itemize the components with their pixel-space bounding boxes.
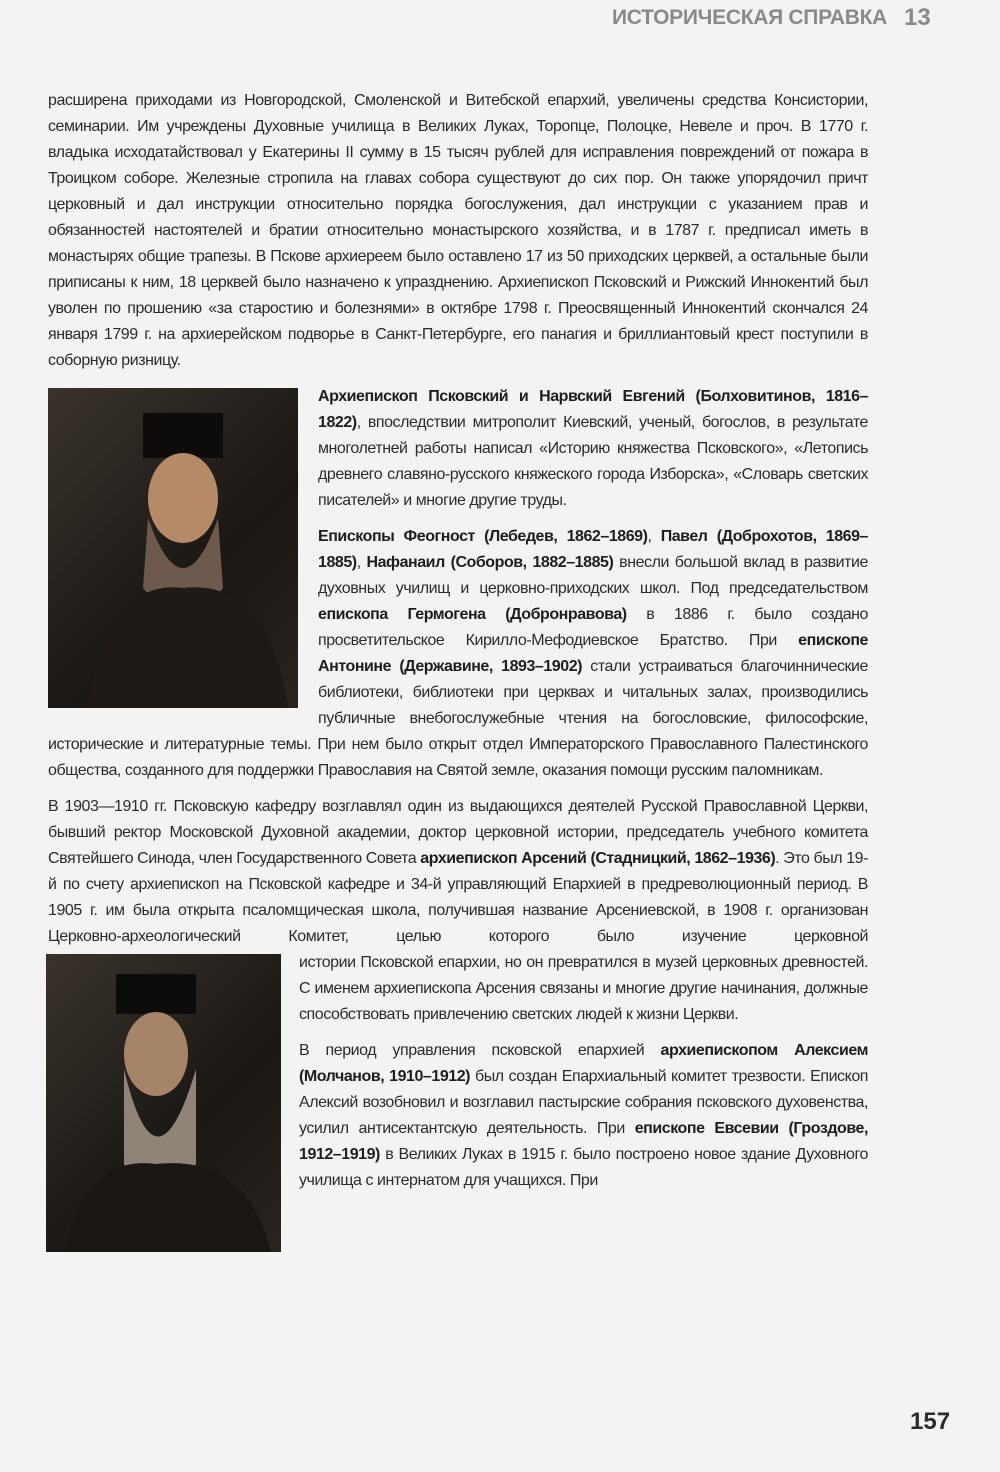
text-segment: в 1886 г. было создано просветительское Кирилло-Мефодиевское Братство. При	[318, 606, 868, 649]
text-segment: истории Псковской епархии, но он превратился в музей церковных древностей. С именем архиепископа Арсения связаны и многие другие начинания, должные способствовать привлечению светских людей к жизни Церкви.	[299, 954, 868, 1023]
bold-name-segment: Епископы Феогност (Лебедев, 1862–1869)	[318, 528, 648, 545]
bold-name-segment: Архиепископ Псковский и Нарвский Евгений (Болховитинов, 1816–1822)	[318, 388, 868, 431]
text-segment: расширена приходами из Новгородской, Смоленской и Витебской епархий, увеличены средства Консистории, семинарии. Им учреждены Духовные училища в Великих Луках, Торопце, Полоцке, Невеле и проч. В 1770 г. владыка исходатайствовал у Екатерины II сумму в 15 тысяч рублей для исправления повреждений от пожара в Троицком соборе. Железные стропила на главах собора существуют до сих пор. Он также упорядочил причт церковный и дал инструкции относительно порядка богослужения, дал инструкции с указанием прав и обязанностей настоятелей и братии относительно монастырского хозяйства, и в 1787 г. предписал иметь в монастырях общие трапезы. В Пскове архиереем было оставлено 17 из 50 приходских церквей, а остальные были приписаны к ним, 18 церквей было назначено к упразднению. Архиепископ Псковский и Рижский Иннокентий был уволен по прошению «за старостию и болезнями» в октябре 1798 г. Преосвященный Иннокентий скончался 24 января 1799 г. на архиерейском подворье в Санкт-Петербурге, его панагия и бриллиантовый крест поступили в соборную ризницу.	[48, 92, 868, 369]
portrait-photo-arseny	[46, 954, 281, 1252]
text-segment: стали устраиваться благочиннические библиотеки, библиотеки при церквах и читальных залах, производились публичные внебогослужебные чтения на богословские, философские, исторические и литературные темы. При нем было открыт отдел Императорского Православного Палестинского общества, созданного для поддержки Православия на Святой земле, оказания помощи русским паломникам.	[48, 658, 868, 779]
bold-name-segment: епископе Евсевии (Гроздове, 1912–1919)	[299, 1120, 868, 1163]
text-segment: был создан Епархиальный комитет трезвости. Епископ Алексий возобновил и возглавил пастырские собрания псковского духовенства, усилил антисектантскую деятельность. При	[299, 1068, 868, 1137]
text-segment: В период управления псковской епархией	[299, 1042, 661, 1059]
bold-name-segment: епископа Гермогена (Добронравова)	[318, 606, 627, 623]
text-segment: , впоследствии митрополит Киевский, ученый, богослов, в результате многолетней работы написал «Историю княжества Псковского», «Летопись древнего славяно-русского княжеского города Изборска», «Словарь светских писателей» и многие другие труды.	[318, 414, 868, 509]
page-number: 157	[910, 1408, 951, 1435]
text-segment: . Это был 19-й по счету архиепископ на Псковской кафедре и 34-й управляющий Епархией в предреволюционный период. В 1905 г. им была открыта псаломщическая школа, получившая название Арсениевской, в 1908 г. организован Церковно-археологический Комитет, целью которого было изучение церковной	[48, 850, 869, 945]
text-segment: ,	[647, 528, 661, 545]
paragraph	[48, 794, 868, 950]
body-text	[48, 88, 868, 1256]
chapter-number: 13	[904, 4, 931, 31]
bold-name-segment: Павел (Доброхотов, 1869–1885)	[318, 528, 869, 571]
bold-name-segment: архиепископом Алексием (Молчанов, 1910–1912)	[299, 1042, 868, 1085]
text-segment: В 1903—1910 гг. Псковскую кафедру возглавлял один из выдающихся деятелей Русской Православной Церкви, бывший ректор Московской Духовной академии, доктор церковной истории, председатель учебного комитета Святейшего Синода, член Государственного Совета	[48, 798, 868, 867]
text-segment: внесли большой вклад в развитие духовных училищ и церковно-приходских школ. Под председательством	[318, 554, 868, 597]
text-segment: в Великих Луках в 1915 г. было построено новое здание Духовного училища с интернатом для учащихся. При	[299, 1146, 868, 1189]
bold-name-segment: архиепископ Арсений (Стадницкий, 1862–1936)	[420, 850, 776, 867]
text-segment: ,	[356, 554, 367, 571]
paragraph	[48, 88, 868, 374]
bold-name-segment: Нафанаил (Соборов, 1882–1885)	[366, 554, 614, 571]
portrait-photo-evgeny	[48, 388, 298, 708]
bold-name-segment: епископе Антонине (Державине, 1893–1902)	[318, 632, 868, 675]
running-title: ИСТОРИЧЕСКАЯ СПРАВКА	[612, 6, 888, 29]
